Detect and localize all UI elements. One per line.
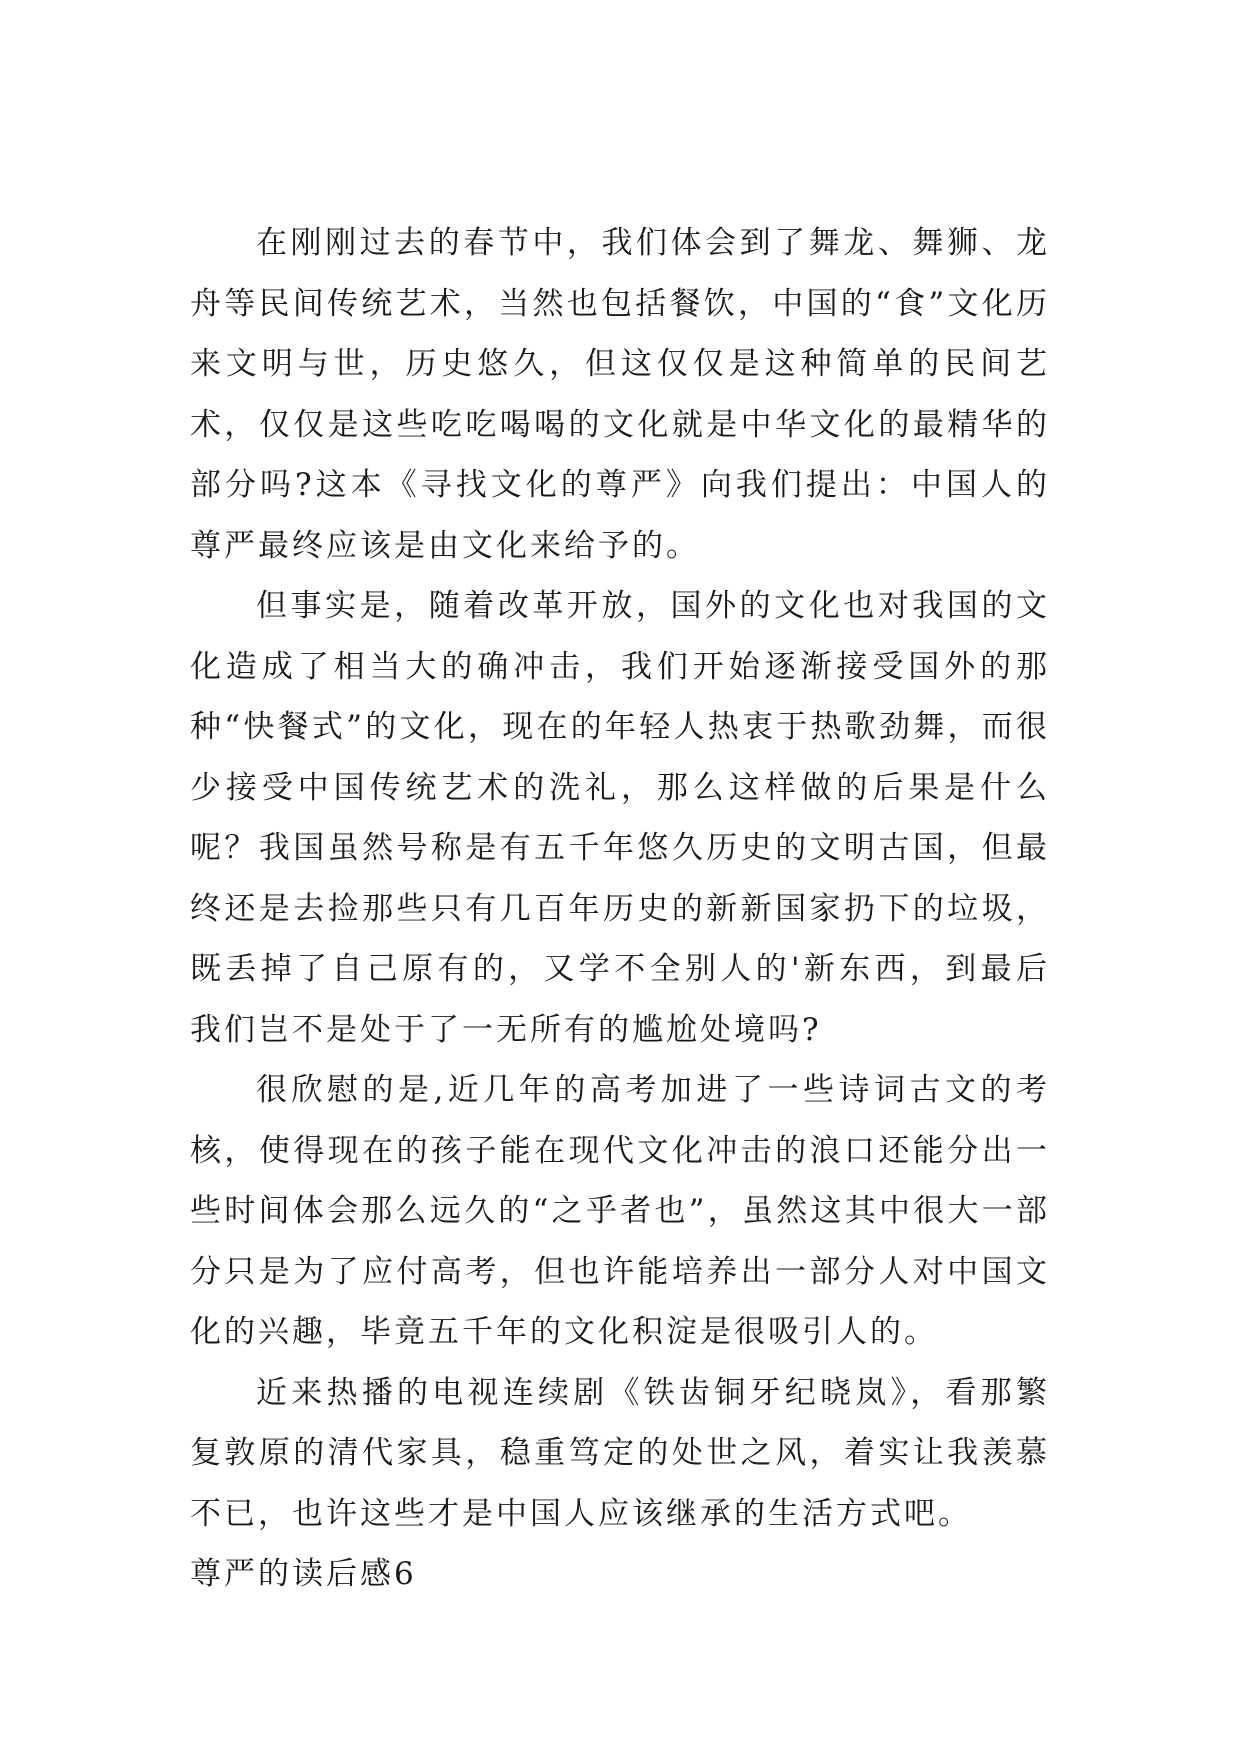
- section-heading: 尊严的读后感6: [190, 1556, 417, 1592]
- paragraph-3: 很欣慰的是,近几年的高考加进了一些诗词古文的考核，使得现在的孩子能在现代文化冲击的浪口还能分出一些时间体会那么远久的“之乎者也”，虽然这其中很大一部分只是为了应付高考，但也许能培养出一部分人对中国文化的兴趣，毕竟五千年的文化积淀是很吸引人的。: [190, 1072, 1050, 1350]
- paragraph-2: 但事实是，随着改革开放，国外的文化也对我国的文化造成了相当大的确冲击，我们开始逐渐接受国外的那种“快餐式”的文化，现在的年轻人热衷于热歌劲舞，而很少接受中国传统艺术的洗礼，那么这样做的后果是什么呢？我国虽然号称是有五千年悠久历史的文明古国，但最终还是去捡那些只有几百年历史的新新国家扔下的垃圾，既丢掉了自己原有的，又学不全别人的'新东西，到最后我们岂不是处于了一无所有的尴尬处境吗?: [190, 588, 1050, 1048]
- paragraph-4: 近来热播的电视连续剧《铁齿铜牙纪晓岚》，看那繁复敦原的清代家具，稳重笃定的处世之风，着实让我羡慕不已，也许这些才是中国人应该继承的生活方式吧。: [190, 1374, 1050, 1532]
- paragraph-1: 在刚刚过去的春节中，我们体会到了舞龙、舞狮、龙舟等民间传统艺术，当然也包括餐饮，中国的“食”文化历来文明与世，历史悠久，但这仅仅是这种简单的民间艺术，仅仅是这些吃吃喝喝的文化就是中华文化的最精华的部分吗?这本《寻找文化的尊严》向我们提出：中国人的尊严最终应该是由文化来给予的。: [190, 225, 1050, 564]
- document-body: [190, 213, 1050, 1605]
